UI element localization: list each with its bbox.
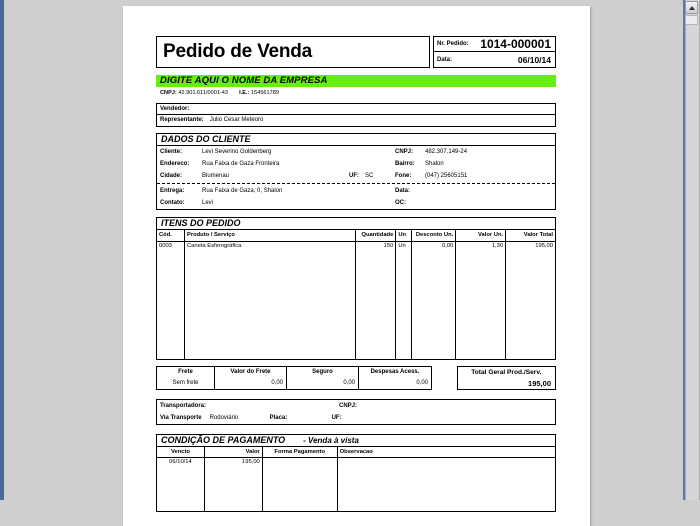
document-page [123, 6, 590, 526]
representante-row [156, 115, 556, 127]
client-section-divider [157, 183, 555, 184]
items-table-head [157, 230, 556, 241]
client-city-row [157, 170, 555, 182]
payment-vencto: 06/10/14 [157, 458, 205, 468]
filler-cell [157, 468, 205, 512]
filler-cell [356, 251, 396, 359]
payment-table [156, 447, 556, 513]
transport-mode-row [157, 412, 555, 424]
cidade-value: Blumenau [202, 173, 230, 179]
frete-label: Frete [178, 368, 193, 375]
seguro-value: 0,00 [343, 379, 355, 386]
despesas-label: Despesas Acess. [370, 368, 420, 375]
order-number-value: 1014-000001 [480, 37, 551, 51]
payment-empty-space [157, 468, 556, 512]
via-transporte-value: Rodoviário [209, 414, 239, 421]
filler-cell [184, 251, 355, 359]
payment-col-forma: Forma Pagamento [262, 447, 337, 458]
despesas-value: 0,00 [416, 379, 428, 386]
transport-cnpj-label: CNPJ: [339, 402, 358, 409]
payment-section-header [156, 434, 556, 447]
item-quantidade: 150 [356, 241, 396, 251]
items-col-desconto: Desconto Un. [412, 230, 456, 241]
payment-col-vencto: Vencto [157, 447, 205, 458]
client-section-header [156, 133, 556, 146]
bairro-value: Shalon [425, 161, 444, 167]
cliente-value: Levi Severino Goldenberg [202, 149, 272, 155]
fone-label: Fone: [395, 173, 412, 179]
payment-col-observacao: Observacao [337, 447, 555, 458]
item-produto: Caneta Esferográfica [184, 241, 355, 251]
oc-group [395, 200, 555, 206]
filler-cell [456, 251, 506, 359]
payment-section-subtitle: - Venda à vista [303, 435, 359, 445]
expenses-cell [359, 367, 431, 389]
payment-header-row [157, 447, 556, 458]
items-block [156, 217, 556, 360]
scroll-up-arrow-icon [689, 6, 695, 10]
client-section-title: DADOS DO CLIENTE [161, 134, 251, 144]
delivery-data-value [425, 188, 555, 194]
seller-block [156, 103, 556, 127]
payment-table-head [157, 447, 556, 458]
viewer-left-edge [0, 0, 4, 500]
cidade-label: Cidade: [160, 173, 183, 179]
item-un: Un [396, 241, 412, 251]
items-col-un: Un [396, 230, 412, 241]
payment-forma [262, 458, 337, 468]
placa-label: Placa: [269, 414, 288, 421]
filler-cell [204, 468, 262, 512]
document-header [156, 36, 556, 68]
transportadora-row [157, 400, 555, 412]
freight-value-cell [215, 367, 287, 389]
company-cnpj-label: CNPJ: [160, 90, 177, 96]
client-section-body [156, 146, 556, 210]
entrega-value: Rua Faixa de Gaza, 0, Shalon [202, 188, 283, 194]
items-empty-space [157, 251, 556, 359]
delivery-date-group [395, 188, 555, 194]
scroll-up-button[interactable] [685, 1, 698, 14]
item-valor-total: 195,00 [535, 242, 553, 249]
total-label: Total Geral Prod./Serv. [471, 368, 542, 376]
client-address-row [157, 158, 555, 170]
items-section-title: ITENS DO PEDIDO [161, 218, 241, 228]
client-phone-group [395, 173, 555, 179]
seguro-label: Seguro [312, 368, 333, 375]
client-cnpj-group [395, 149, 555, 155]
order-date-row [433, 52, 556, 68]
items-table-body [157, 241, 556, 359]
item-valor-un: 1,30 [456, 241, 506, 251]
valor-frete-value: 0,00 [271, 379, 283, 386]
payment-block [156, 434, 556, 513]
client-bairro-group [395, 161, 555, 167]
items-col-cod: Cód. [157, 230, 185, 241]
page-title: Pedido de Venda [163, 41, 313, 62]
table-row [157, 458, 556, 468]
vertical-scrollbar[interactable] [683, 0, 700, 500]
filler-cell [506, 251, 556, 359]
page-title-box [156, 36, 430, 68]
table-row [157, 241, 556, 251]
filler-cell [412, 251, 456, 359]
client-name-row [157, 146, 555, 158]
vendedor-label: Vendedor: [160, 105, 190, 112]
transportadora-label: Transportadora: [160, 402, 207, 409]
delivery-address-row [157, 185, 555, 197]
delivery-data-label: Data: [395, 188, 411, 194]
payment-col-valor: Valor [204, 447, 262, 458]
vendedor-row [156, 103, 556, 115]
filler-cell [337, 468, 555, 512]
oc-label: OC: [395, 200, 406, 206]
company-ie-value: 154561789 [250, 90, 279, 96]
items-col-produto: Produto / Serviço [184, 230, 355, 241]
filler-cell [157, 251, 185, 359]
items-table [156, 230, 556, 360]
representante-label: Representante: [160, 117, 204, 123]
client-cnpj-label: CNPJ: [395, 149, 414, 155]
grand-total-box [457, 366, 556, 390]
entrega-label: Entrega: [160, 188, 185, 194]
company-ie-label: I.E.: [239, 90, 250, 96]
contato-value: Levi [202, 200, 214, 206]
item-cod: 0003 [157, 241, 185, 251]
transport-uf-label: UF: [331, 414, 342, 421]
client-block [156, 133, 556, 210]
transport-block [156, 399, 556, 425]
order-info-box [433, 36, 556, 68]
layout-spacer [432, 366, 457, 390]
scrollbar-track[interactable] [685, 0, 700, 500]
freight-type-cell [157, 367, 215, 389]
endereco-label: Endereco: [160, 161, 190, 167]
item-desconto: 0,00 [412, 241, 456, 251]
payment-table-body [157, 458, 556, 512]
uf-label: UF: [349, 173, 359, 179]
via-transporte-label: Via Transporte [160, 414, 202, 421]
frete-value: Sem frete [172, 379, 199, 386]
sales-order-document [156, 36, 556, 512]
filler-cell [262, 468, 337, 512]
order-number-label: Nr. Pedido: [437, 41, 469, 47]
contato-label: Contato: [160, 200, 185, 206]
company-cnpj-value: 42.901.611/0001-43 [178, 90, 229, 96]
freight-totals-row [156, 366, 556, 390]
bairro-label: Bairro: [395, 161, 415, 167]
uf-value: SC [365, 173, 374, 179]
items-col-valor-un: Valor Un. [456, 230, 506, 241]
items-header-row [157, 230, 556, 241]
items-col-valor-total: Valor Total [506, 230, 556, 241]
client-cnpj-value: 482.307.149-24 [425, 149, 468, 155]
items-col-quantidade: Quantidade [356, 230, 396, 241]
cliente-label: Cliente: [160, 149, 183, 155]
representante-value: Julio Cesar Meteoro [209, 117, 264, 123]
scrollbar-thumb[interactable] [685, 15, 698, 25]
payment-valor: 195,00 [204, 458, 262, 468]
oc-value [425, 200, 555, 206]
order-date-label: Data: [437, 56, 453, 63]
freight-table [156, 366, 432, 390]
company-name-banner: DIGITE AQUI O NOME DA EMPRESA [156, 75, 556, 87]
items-section-header [156, 217, 556, 230]
company-registration-line [156, 89, 556, 97]
payment-observacao [337, 458, 555, 468]
valor-frete-label: Valor do Frete [230, 368, 271, 375]
order-number-row [433, 36, 556, 52]
insurance-cell [287, 367, 359, 389]
filler-cell [396, 251, 412, 359]
total-value: 195,00 [528, 378, 551, 388]
fone-value: (047) 25605151 [425, 173, 468, 179]
order-date-value: 06/10/14 [517, 54, 551, 65]
payment-section-title: CONDIÇÃO DE PAGAMENTO [161, 434, 286, 445]
endereco-value: Rua Faixa de Gaza Fronteira [202, 161, 280, 167]
contact-row [157, 197, 555, 209]
